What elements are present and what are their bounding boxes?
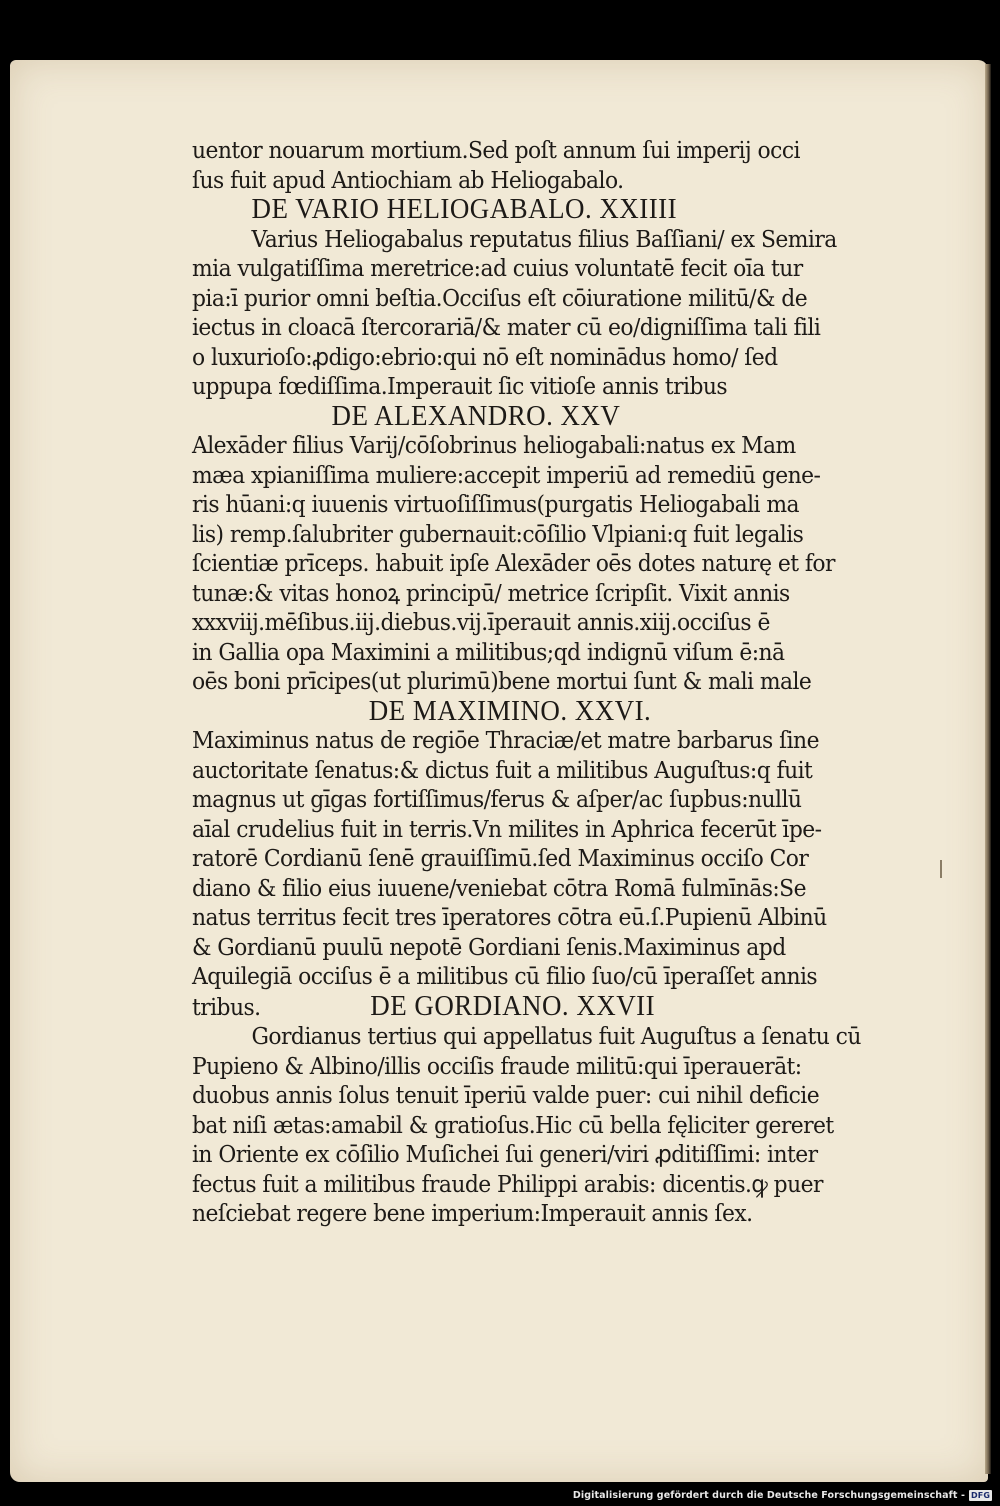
text-line-with-heading xyxy=(192,989,834,1023)
text-line: Gordianus tertius qui appellatus fuit Auguſtus a ſenatu cū xyxy=(251,1022,861,1050)
text-line: mia vulgatiſſima meretrice:ad cuius voluntatē fecit oīa tur xyxy=(192,254,803,282)
page-edge xyxy=(985,64,991,1474)
dfg-logo: DFG xyxy=(971,1490,990,1500)
section-heading: DE GORDIANO. XXVII xyxy=(370,989,656,1022)
text-line: bat niſi ætas:amabil & gratioſus.Hic cū bella fęliciter gereret xyxy=(192,1110,834,1139)
text-line: Varius Heliogabalus reputatus filius Baſſiani/ ex Semira xyxy=(251,224,837,253)
text-line: neſciebat regere bene imperium:Imperauit annis ſex. xyxy=(192,1199,753,1227)
text-line: Aquilegiā occiſus ē a militibus cū filio ſuo/cū īperaſſet annis xyxy=(192,962,818,990)
text-line: tribus. xyxy=(192,992,261,1021)
text-line: in Oriente ex cōſilio Muſichei ſui generi/viri ꝓditiſſimi: inter xyxy=(192,1140,818,1168)
section-heading: DE ALEXANDRO. XXV xyxy=(331,399,621,432)
text-line: natus territus fecit tres īperatores cōtra eū.ſ.Pupienū Albinū xyxy=(192,903,827,931)
text-line: magnus ut gīgas fortiſſimus/ferus & aſper/ac ſupbus:nullū xyxy=(192,785,802,813)
text-line: uppupa fœdiſſima.Imperauit ſic vitioſe annis tribus xyxy=(192,372,728,400)
text-line: o luxurioſo:ꝓdigo:ebrio:qui nō eſt nominādus homo/ ſed xyxy=(192,342,778,371)
text-line: Maximinus natus de regiōe Thraciæ/et matre barbarus ſine xyxy=(192,726,819,754)
text-line: ſus fuit apud Antiochiam ab Heliogabalo. xyxy=(192,165,624,194)
section-heading: DE MAXIMINO. XXVI. xyxy=(368,694,652,727)
text-line: lis) remp.ſalubriter gubernauit:cōſilio Vlpiani:q fuit legalis xyxy=(192,519,804,548)
text-line: ratorē Cordianū ſenē grauiſſimū.ſed Maximinus occiſo Cor xyxy=(192,844,809,872)
text-line: mæa xpianiſſima muliere:accepit imperiū ad remediū gene- xyxy=(192,460,821,489)
text-line: Pupieno & Albino/illis occiſis fraude militū:qui īperauerāt: xyxy=(192,1051,802,1080)
text-line: xxxviij.mēſibus.iij.diebus.vij.īperauit annis.xiij.occiſus ē xyxy=(192,608,770,636)
text-line: & Gordianū puulū nepotē Gordiani ſenis.Maximinus apd xyxy=(192,932,786,961)
footer-credit xyxy=(573,1488,992,1502)
text-line: pia:ī purior omni beſtia.Occiſus eſt cōiuratione militū/& de xyxy=(192,283,808,312)
margin-mark xyxy=(940,860,942,878)
page-text xyxy=(192,136,861,1229)
text-line: aīal crudelius fuit in terris.Vn milites in Aphrica fecerūt īpe- xyxy=(192,814,822,843)
credit-text: Digitalisierung gefördert durch die Deutsche Forschungsgemeinschaft - xyxy=(572,1489,966,1501)
text-line: ſcientiæ prīceps. habuit ipſe Alexāder oēs dotes naturę et for xyxy=(192,549,835,577)
text-line: in Gallia opa Maximini a militibus;qd indignū viſum ē:nā xyxy=(192,637,785,666)
text-line: diano & filio eius iuuene/veniebat cōtra Romā fulmīnās:Se xyxy=(192,873,806,902)
text-line: tunæ:& vitas honoꝝ principū/ metrice ſcripſit. Vixit annis xyxy=(192,578,790,607)
text-line: auctoritate ſenatus:& dictus fuit a militibus Auguſtus:q fuit xyxy=(192,755,813,784)
text-line: oēs boni prīcipes(ut plurimū)bene mortui ſunt & mali male xyxy=(192,667,812,695)
text-line: ris hūani:q iuuenis virtuoſiſſimus(purgatis Heliogabali ma xyxy=(192,490,799,518)
section-heading: DE VARIO HELIOGABALO. XXIIII xyxy=(251,193,678,225)
text-line: fectus fuit a militibus fraude Philippi arabis: dicentis.ꝙ puer xyxy=(192,1169,823,1198)
text-line: uentor nouarum mortium.Sed poſt annum ſui imperij occi xyxy=(192,136,800,164)
text-line: iectus in cloacā ſtercorariā/& mater cū eo/digniſſima tali fili xyxy=(192,313,821,341)
text-line: Alexāder filius Varij/cōſobrinus heliogabali:natus ex Mam xyxy=(192,431,796,459)
text-line: duobus annis ſolus tenuit īperiū valde puer: cui nihil deficie xyxy=(192,1081,820,1109)
